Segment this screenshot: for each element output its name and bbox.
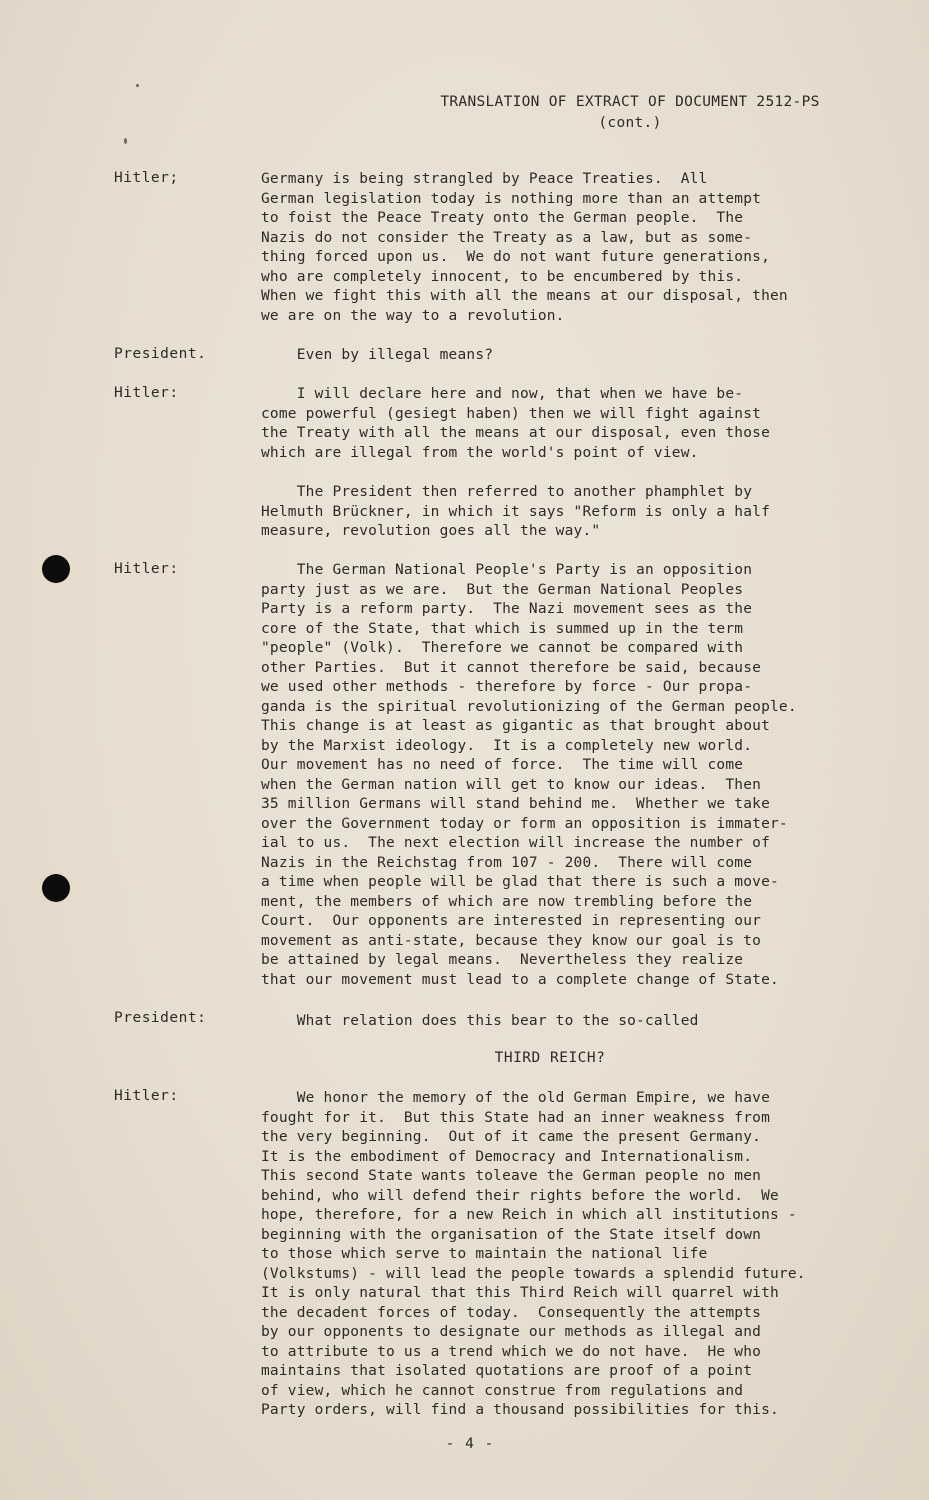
statement-paragraph: Germany is being strangled by Peace Treaties. All German legislation today is nothing more than an attempt to foist the Peace Treaty onto the German people. The Nazis do not consider the Treaty as a law, but as some- thing forced upon us. We do not want future generations, who are completely innocent, to be encumbered by this. When we fight this with all the means at our disposal, then we are on the way to a revolution. <box>261 171 788 324</box>
punch-hole <box>42 874 70 902</box>
paper-speck <box>136 84 139 87</box>
speaker-label: Hitler: <box>114 1088 179 1104</box>
header-title: TRANSLATION OF EXTRACT OF DOCUMENT 2512-PS <box>440 94 820 110</box>
speaker-label: President: <box>114 1010 207 1026</box>
document-header <box>360 92 900 134</box>
punch-hole <box>42 555 70 583</box>
question-paragraph: Even by illegal means? <box>261 347 494 363</box>
statement-paragraph: We honor the memory of the old German Empire, we have fought for it. But this State had an inner weakness from the very beginning. Out of it came the present Germany. It is the embodiment of Democracy and Internationalism. This second State wants toleave the German people no men behind, who will defend their rights before the world. We hope, therefore, for a new Reich in which all institutions - beginning with the organisation of the State itself down to those which serve to maintain the national life (Volkstums) - will lead the people towards a splendid future. It is only natural that this Third Reich will quarrel with the decadent forces of today. Consequently the attempts by our opponents to designate our methods as illegal and to attribute to us a trend which we do not have. He who maintains that isolated quotations are proof of a point of view, which he cannot construe from regulations and Party orders, will find a thousand possibilities for this. <box>261 1090 806 1418</box>
header-subtitle: (cont.) <box>598 115 662 131</box>
speaker-label: President. <box>114 346 207 362</box>
third-reich-heading: THIRD REICH? <box>494 1050 606 1066</box>
question-paragraph: What relation does this bear to the so-called <box>261 1013 699 1029</box>
statement-paragraph: I will declare here and now, that when we have be- come powerful (gesiegt haben) then we will fight against the Treaty with all the means at our disposal, even those which are illegal from the world's point of view. <box>261 386 770 461</box>
speaker-label: Hitler; <box>114 170 179 186</box>
speaker-label: Hitler: <box>114 385 179 401</box>
paper-speck <box>124 138 127 144</box>
page-number: - 4 - <box>445 1436 495 1452</box>
speaker-label: Hitler: <box>114 561 179 577</box>
narrative-paragraph: The President then referred to another phamphlet by Helmuth Brückner, in which it says "Reform is only a half measure, revolution goes all the way." <box>261 484 770 539</box>
statement-paragraph: The German National People's Party is an opposition party just as we are. But the German National Peoples Party is a reform party. The Nazi movement sees as the core of the State, that which is summed up in the term "people" (Volk). Therefore we cannot be compared with other Parties. But it cannot therefore be said, because we used other methods - therefore by force - Our propa- ganda is the spiritual revolutionizing of the German people. This change is at least as gigantic as that brought about by the Marxist ideology. It is a completely new world. Our movement has no need of force. The time will come when the German nation will get to know our ideas. Then 35 million Germans will stand behind me. Whether we take over the Government today or form an opposition is immater- ial to us. The next election will increase the number of Nazis in the Reichstag from 107 - 200. There will come a time when people will be glad that there is such a move- ment, the members of which are now trembling before the Court. Our opponents are interested in representing our movement as anti-state, because they know our goal is to be attained by legal means. Nevertheless they realize that our movement must lead to a complete change of State. <box>261 562 797 988</box>
